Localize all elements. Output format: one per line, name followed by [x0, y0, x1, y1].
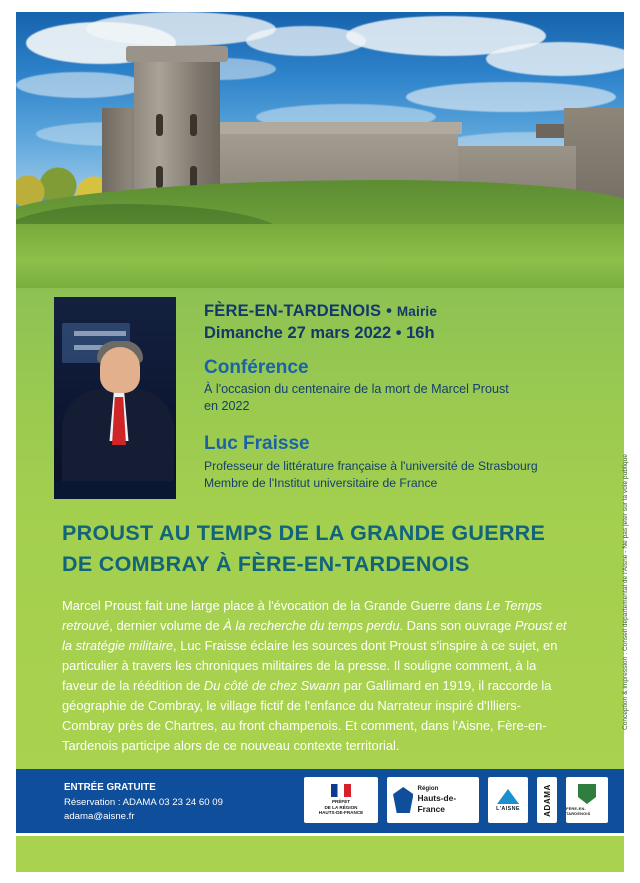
event-place: FÈRE-EN-TARDENOIS — [204, 302, 382, 320]
speaker-role-line2: Membre de l'Institut universitaire de France — [204, 476, 438, 491]
town-label: FÈRE-EN-TARDENOIS — [566, 806, 591, 816]
castle-photo — [16, 12, 624, 290]
separator-dot: • — [386, 302, 393, 320]
print-credit: Conception & impression : Conseil départemental de l'Aisne - Ne pas jeter sur la voie publique — [622, 454, 629, 730]
footer-logos — [304, 777, 608, 823]
tower-slit — [156, 166, 163, 188]
screen-line — [74, 331, 126, 336]
castle-wall-top — [212, 122, 462, 134]
page-title — [62, 518, 582, 580]
footer — [16, 769, 624, 833]
free-entry-label: ENTRÉE GRATUITE — [64, 782, 156, 793]
conference-subtitle-line2: en 2022 — [204, 399, 250, 413]
region-mark-icon — [393, 787, 413, 813]
cloud — [486, 42, 624, 76]
region-hauts-de-france-logo — [387, 777, 479, 823]
tower-slit — [156, 114, 163, 136]
event-date: Dimanche 27 mars 2022 — [204, 324, 392, 342]
town-shield-icon — [578, 784, 596, 804]
portrait-face — [100, 347, 140, 393]
conference-subtitle — [204, 381, 584, 415]
conference-subtitle-line1: À l'occasion du centenaire de la mort de Marcel Proust — [204, 382, 509, 396]
region-line2: Hauts-de-France — [417, 793, 457, 815]
headline-line1: PROUST AU TEMPS DE LA GRANDE GUERRE — [62, 521, 546, 545]
separator-dot: • — [395, 324, 402, 342]
tower-slit — [190, 114, 197, 136]
event-time: 16h — [406, 324, 435, 342]
description-paragraph: Marcel Proust fait une large place à l'évocation de la Grande Guerre dans Le Temps retrouvé, dernier volume de À la recherche du temps perdu. Dans son ouvrage Proust et la stratégie militaire, Luc Fraisse éclaire les sources dont Proust s'inspire à ce sujet, en particulier à travers les chroniques militaires de la presse. Il souligne comment, à la faveur de la réédition de Du côté de chez Swann par Gallimard en 1919, il raccorde la géographie de Combray, le village fictif de l'enfance du Narrateur inspiré d'Illiers-Combray près de Chartres, au front champenois. Et comment, dans l'Aisne, Fère-en-Tardenois participe alors de ce nouveau contexte territorial. — [62, 598, 567, 753]
prefet-line2: DE LA RÉGION — [324, 804, 358, 810]
grass-foreground — [16, 224, 624, 290]
prefet-line1: PRÉFET — [331, 798, 351, 804]
speaker-name: Luc Fraisse — [204, 433, 310, 454]
footer-contact — [64, 781, 223, 824]
bottom-green-strip — [16, 836, 624, 872]
prefet-line3: HAUTS-DE-FRANCE — [318, 810, 364, 816]
prefet-hauts-de-france-logo — [304, 777, 378, 823]
speaker-role-line1: Professeur de littérature française à l'université de Strasbourg — [204, 459, 538, 473]
reservation-label: Réservation : ADAMA 03 23 24 60 09 — [64, 796, 223, 808]
conference-label: Conférence — [204, 357, 309, 378]
event-date-line — [204, 324, 584, 343]
event-place-line — [204, 302, 584, 321]
event-info — [204, 302, 584, 492]
marianne-flag-icon — [331, 784, 351, 797]
headline-line2: DE COMBRAY À FÈRE-EN-TARDENOIS — [62, 552, 470, 577]
region-line1: Région — [417, 785, 439, 793]
email-label[interactable]: adama@aisne.fr — [64, 811, 135, 823]
cloud — [16, 72, 146, 98]
aisne-label: L'AISNE — [496, 805, 520, 812]
fere-en-tardenois-logo — [566, 777, 608, 823]
portrait-desk — [54, 481, 176, 499]
aisne-triangle-icon — [497, 789, 519, 804]
speaker-role — [204, 458, 584, 492]
aisne-departement-logo — [488, 777, 528, 823]
event-venue: Mairie — [396, 304, 438, 319]
adama-label: ADAMA — [542, 783, 552, 817]
adama-logo — [537, 777, 557, 823]
speaker-portrait — [54, 297, 176, 499]
